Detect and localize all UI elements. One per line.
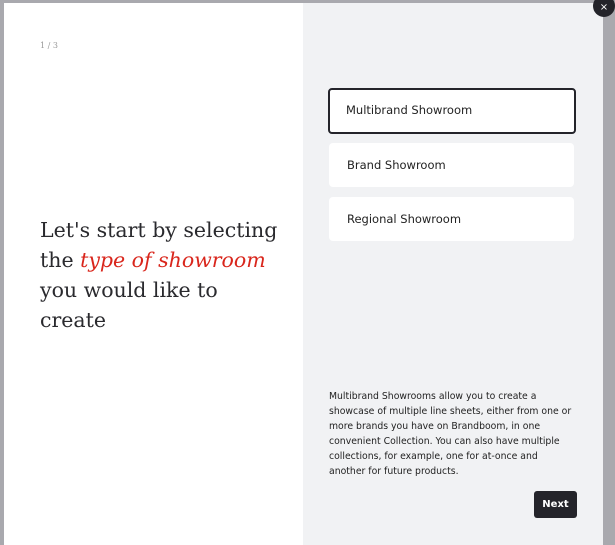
options-panel xyxy=(303,3,603,545)
headline xyxy=(40,215,280,335)
intro-panel xyxy=(4,3,303,545)
headline-text-end: you would like to create xyxy=(40,278,218,332)
close-icon[interactable]: × xyxy=(593,0,615,17)
headline-text: Let's start by selecting the xyxy=(40,218,278,272)
option-brand-showroom[interactable]: Brand Showroom xyxy=(329,143,574,187)
step-indicator: 1 / 3 xyxy=(40,41,58,50)
option-multibrand-showroom[interactable]: Multibrand Showroom xyxy=(328,88,576,134)
option-description: Multibrand Showrooms allow you to create a showcase of multiple line sheets, either from one or more brands you have on Brandboom, in one convenient Collection. You can also have multiple collections, for example, one for at-once and another for future products. xyxy=(329,391,572,477)
option-regional-showroom[interactable]: Regional Showroom xyxy=(329,197,574,241)
create-showroom-modal xyxy=(4,2,609,545)
headline-highlight: type of showroom xyxy=(80,248,266,272)
next-button[interactable]: Next xyxy=(534,491,577,518)
